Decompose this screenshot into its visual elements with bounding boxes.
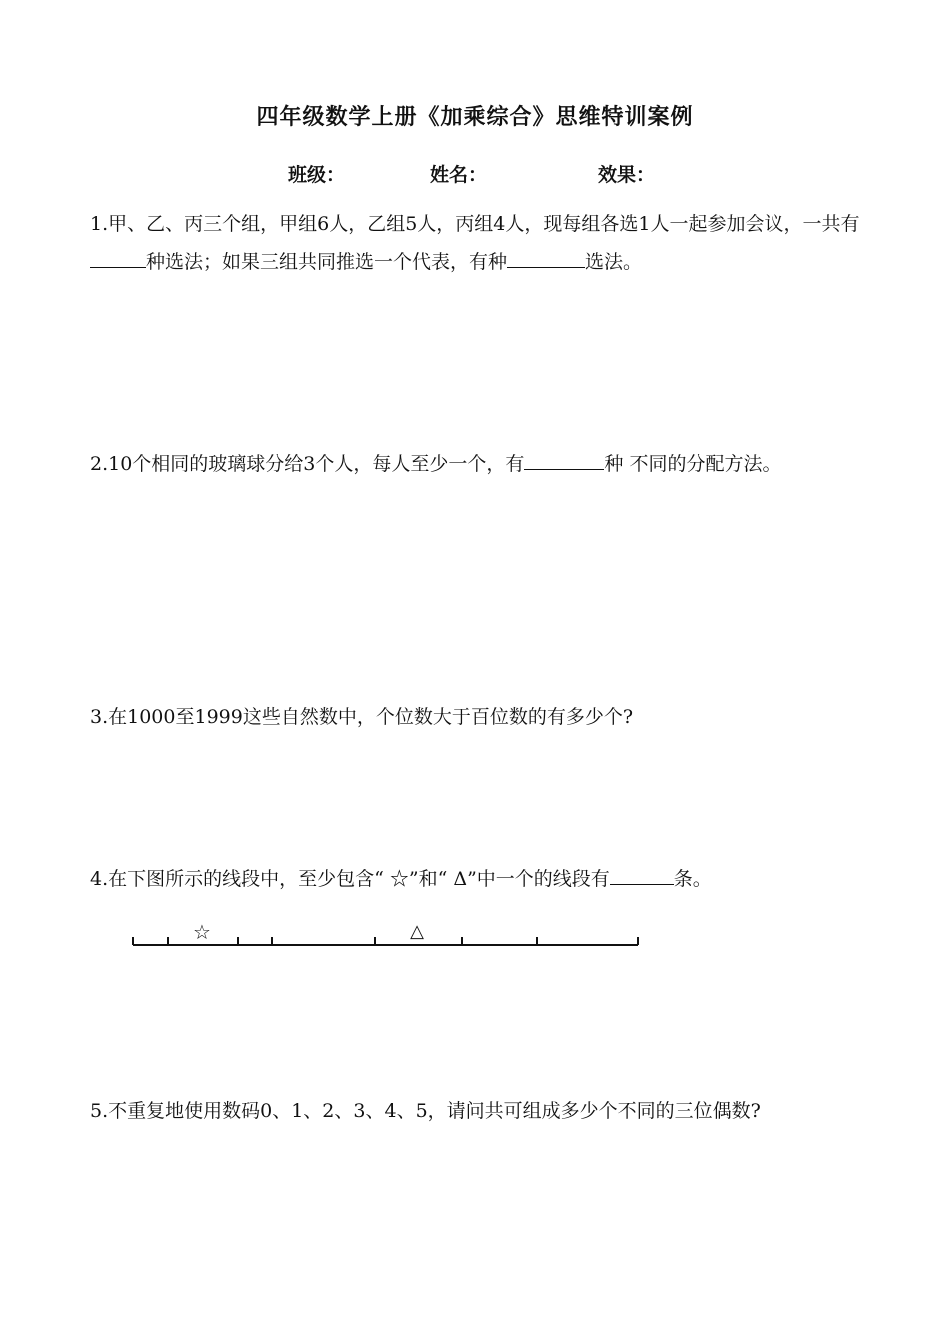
segment-diagram <box>120 915 660 960</box>
question-3 <box>90 698 865 736</box>
name-label: 姓名： <box>430 164 488 186</box>
question-2-text-a: 2.10个相同的玻璃球分给3个人，每人至少一个，有 <box>90 453 525 475</box>
star-icon: ☆ <box>193 920 211 944</box>
question-5 <box>90 1092 865 1130</box>
question-1-text-a: 1.甲、乙、丙三个组，甲组6人，乙组5人，丙组4人，现每组各选1人一起参加会议，一共有 <box>90 213 860 235</box>
question-3-text: 3.在1000至1999这些自然数中，个位数大于百位数的有多少个? <box>90 706 634 728</box>
question-5-text: 5.不重复地使用数码0、1、2、3、4、5，请问共可组成多少个不同的三位偶数? <box>90 1100 761 1122</box>
student-info-row <box>0 160 950 190</box>
triangle-icon: △ <box>410 921 424 942</box>
page-title: 四年级数学上册《加乘综合》思维特训案例 <box>256 105 694 130</box>
question-2 <box>90 445 865 483</box>
effect-label: 效果： <box>598 164 656 186</box>
question-1-answer-blank-1[interactable] <box>90 243 146 268</box>
question-4-text-a: 4.在下图所示的线段中，至少包含“ ☆”和“ Δ”中一个的线段有 <box>90 868 610 890</box>
segment-figure <box>120 915 660 960</box>
question-1-text-b: 种选法；如果三组共同推选一个代表，有种 <box>146 251 508 273</box>
class-label: 班级： <box>288 164 346 186</box>
question-4 <box>90 860 865 898</box>
question-4-answer-blank[interactable] <box>610 860 674 885</box>
question-1 <box>90 205 865 281</box>
question-1-answer-blank-2[interactable] <box>507 243 585 268</box>
question-2-answer-blank[interactable] <box>524 445 604 470</box>
question-1-text-c: 选法。 <box>585 251 643 273</box>
question-2-text-b: 种 不同的分配方法。 <box>604 453 782 475</box>
question-4-text-b: 条。 <box>673 868 712 890</box>
